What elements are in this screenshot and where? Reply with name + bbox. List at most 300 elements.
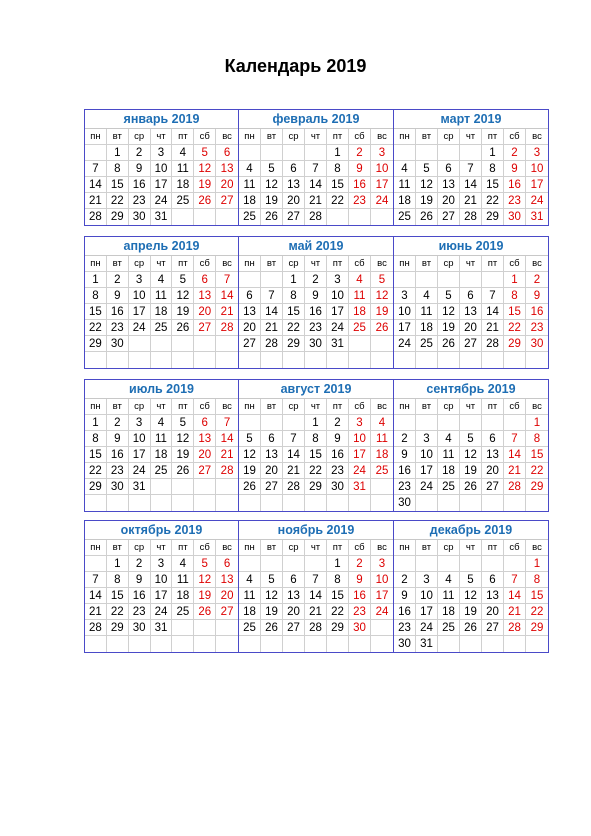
empty-cell: [107, 352, 129, 368]
empty-cell: [349, 336, 371, 352]
empty-cell: [327, 636, 349, 652]
day-cell: 25: [239, 620, 261, 636]
day-cell: 14: [261, 304, 283, 320]
day-cell: 1: [482, 145, 504, 161]
day-cell: 20: [283, 193, 305, 209]
day-cell: 31: [129, 479, 151, 495]
day-cell: 6: [283, 572, 305, 588]
empty-cell: [416, 352, 438, 368]
day-cell: 13: [482, 447, 504, 463]
weekday-header: вт: [261, 399, 283, 415]
day-cell: 19: [460, 604, 482, 620]
day-cell: 13: [482, 588, 504, 604]
day-cell: 22: [283, 320, 305, 336]
day-cell: 1: [283, 272, 305, 288]
weekday-header: пт: [327, 540, 349, 556]
day-cell: 6: [283, 161, 305, 177]
day-cell: 24: [416, 479, 438, 495]
day-cell: 16: [394, 604, 416, 620]
month-name: июнь 2019: [394, 237, 548, 256]
day-cell: 23: [107, 463, 129, 479]
day-cell: 7: [85, 572, 107, 588]
day-cell: 18: [416, 320, 438, 336]
month-name: март 2019: [394, 110, 548, 129]
day-cell: 24: [151, 193, 173, 209]
month-name: январь 2019: [85, 110, 238, 129]
day-cell: 10: [394, 304, 416, 320]
day-cell: 5: [460, 572, 482, 588]
day-cell: 30: [349, 620, 371, 636]
day-cell: 6: [261, 431, 283, 447]
empty-cell: [371, 620, 393, 636]
day-cell: 5: [239, 431, 261, 447]
weekday-header: сб: [504, 540, 526, 556]
weekday-header: вт: [416, 256, 438, 272]
day-cell: 10: [349, 431, 371, 447]
day-cell: 8: [526, 431, 548, 447]
empty-cell: [194, 620, 216, 636]
weekday-header: ср: [283, 256, 305, 272]
day-cell: 16: [504, 177, 526, 193]
day-cell: 23: [349, 193, 371, 209]
day-cell: 19: [172, 447, 194, 463]
day-cell: 27: [438, 209, 460, 225]
day-cell: 17: [151, 588, 173, 604]
day-cell: 5: [438, 288, 460, 304]
day-cell: 19: [194, 177, 216, 193]
day-cell: 23: [129, 604, 151, 620]
weekday-header: вт: [107, 256, 129, 272]
month-block: [84, 236, 239, 369]
weekday-header: чт: [305, 399, 327, 415]
day-cell: 21: [482, 320, 504, 336]
day-cell: 8: [327, 161, 349, 177]
day-cell: 19: [239, 463, 261, 479]
day-cell: 21: [216, 304, 238, 320]
month-name: август 2019: [239, 380, 393, 399]
day-cell: 4: [394, 161, 416, 177]
empty-cell: [172, 352, 194, 368]
month-block: [394, 109, 549, 226]
day-cell: 26: [239, 479, 261, 495]
empty-cell: [371, 636, 393, 652]
day-cell: 7: [216, 272, 238, 288]
day-cell: 20: [194, 304, 216, 320]
day-cell: 27: [283, 209, 305, 225]
empty-cell: [327, 352, 349, 368]
empty-cell: [482, 556, 504, 572]
day-cell: 13: [194, 431, 216, 447]
empty-cell: [172, 336, 194, 352]
empty-cell: [239, 352, 261, 368]
weekday-header: пт: [482, 129, 504, 145]
empty-cell: [526, 352, 548, 368]
weekday-header: вс: [371, 256, 393, 272]
weekday-header: вт: [107, 399, 129, 415]
empty-cell: [394, 145, 416, 161]
empty-cell: [394, 352, 416, 368]
weekday-header: вс: [526, 129, 548, 145]
day-cell: 25: [416, 336, 438, 352]
empty-cell: [526, 495, 548, 511]
day-cell: 10: [526, 161, 548, 177]
day-cell: 19: [261, 193, 283, 209]
weekday-header: чт: [151, 540, 173, 556]
day-cell: 24: [416, 620, 438, 636]
day-cell: 29: [85, 479, 107, 495]
day-cell: 29: [85, 336, 107, 352]
weekday-header: вс: [216, 129, 238, 145]
day-cell: 19: [416, 193, 438, 209]
empty-cell: [261, 145, 283, 161]
empty-cell: [283, 495, 305, 511]
day-cell: 4: [172, 556, 194, 572]
day-cell: 17: [394, 320, 416, 336]
empty-cell: [261, 636, 283, 652]
day-cell: 31: [151, 209, 173, 225]
day-cell: 18: [151, 304, 173, 320]
day-cell: 22: [85, 463, 107, 479]
day-cell: 29: [526, 479, 548, 495]
day-cell: 4: [172, 145, 194, 161]
day-cell: 8: [504, 288, 526, 304]
day-cell: 2: [129, 145, 151, 161]
day-cell: 4: [239, 572, 261, 588]
weekday-header: сб: [349, 540, 371, 556]
day-cell: 6: [460, 288, 482, 304]
day-cell: 7: [482, 288, 504, 304]
day-cell: 12: [460, 447, 482, 463]
day-cell: 2: [349, 145, 371, 161]
weekday-header: сб: [194, 399, 216, 415]
day-cell: 6: [482, 431, 504, 447]
empty-cell: [194, 495, 216, 511]
weekday-header: ср: [283, 540, 305, 556]
empty-cell: [305, 145, 327, 161]
day-cell: 28: [216, 463, 238, 479]
day-cell: 6: [216, 556, 238, 572]
day-cell: 18: [394, 193, 416, 209]
day-cell: 22: [107, 193, 129, 209]
weekday-header: чт: [460, 129, 482, 145]
empty-cell: [504, 352, 526, 368]
day-cell: 14: [216, 288, 238, 304]
day-cell: 15: [327, 588, 349, 604]
weekday-header: пн: [239, 399, 261, 415]
empty-cell: [394, 272, 416, 288]
empty-cell: [305, 636, 327, 652]
day-cell: 12: [239, 447, 261, 463]
day-cell: 3: [371, 145, 393, 161]
empty-cell: [416, 415, 438, 431]
day-cell: 1: [85, 415, 107, 431]
month-block: [394, 236, 549, 369]
day-cell: 27: [283, 620, 305, 636]
empty-cell: [394, 415, 416, 431]
empty-cell: [349, 636, 371, 652]
empty-cell: [460, 272, 482, 288]
day-cell: 28: [504, 620, 526, 636]
day-cell: 5: [371, 272, 393, 288]
empty-cell: [482, 495, 504, 511]
day-cell: 2: [107, 272, 129, 288]
day-cell: 30: [526, 336, 548, 352]
day-cell: 11: [394, 177, 416, 193]
weekday-header: пт: [172, 129, 194, 145]
day-cell: 15: [107, 588, 129, 604]
day-cell: 6: [194, 415, 216, 431]
page-title: Календарь 2019: [224, 56, 367, 76]
month-name: февраль 2019: [239, 110, 393, 129]
day-cell: 20: [438, 193, 460, 209]
weekday-header: вт: [261, 540, 283, 556]
day-cell: 23: [394, 620, 416, 636]
weekday-header: ср: [129, 540, 151, 556]
weekday-header: ср: [129, 399, 151, 415]
month-block: [239, 379, 394, 512]
day-cell: 6: [216, 145, 238, 161]
weekday-header: ср: [283, 399, 305, 415]
day-cell: 10: [151, 161, 173, 177]
day-cell: 7: [305, 161, 327, 177]
day-cell: 27: [261, 479, 283, 495]
weekday-header: вс: [216, 256, 238, 272]
empty-cell: [438, 145, 460, 161]
empty-cell: [172, 209, 194, 225]
day-cell: 28: [460, 209, 482, 225]
empty-cell: [216, 479, 238, 495]
empty-cell: [482, 636, 504, 652]
empty-cell: [482, 415, 504, 431]
day-cell: 30: [305, 336, 327, 352]
empty-cell: [394, 556, 416, 572]
day-cell: 21: [85, 193, 107, 209]
day-cell: 8: [305, 431, 327, 447]
day-cell: 18: [239, 604, 261, 620]
day-cell: 26: [460, 620, 482, 636]
weekday-header: вс: [526, 540, 548, 556]
day-cell: 4: [438, 572, 460, 588]
day-cell: 14: [283, 447, 305, 463]
weekday-header: вс: [526, 399, 548, 415]
day-cell: 28: [261, 336, 283, 352]
weekday-header: вт: [416, 540, 438, 556]
day-cell: 6: [438, 161, 460, 177]
month-block: [394, 379, 549, 512]
day-cell: 14: [482, 304, 504, 320]
day-cell: 27: [460, 336, 482, 352]
day-cell: 21: [504, 604, 526, 620]
day-cell: 3: [371, 556, 393, 572]
day-cell: 26: [371, 320, 393, 336]
weekday-header: ср: [438, 540, 460, 556]
day-cell: 7: [305, 572, 327, 588]
day-cell: 27: [216, 604, 238, 620]
weekday-header: ср: [283, 129, 305, 145]
day-cell: 1: [327, 556, 349, 572]
day-cell: 2: [394, 572, 416, 588]
day-cell: 3: [151, 145, 173, 161]
day-cell: 22: [305, 463, 327, 479]
day-cell: 5: [172, 272, 194, 288]
day-cell: 12: [460, 588, 482, 604]
empty-cell: [129, 495, 151, 511]
weekday-header: пн: [239, 540, 261, 556]
month-name: май 2019: [239, 237, 393, 256]
weekday-header: вс: [371, 540, 393, 556]
empty-cell: [504, 415, 526, 431]
empty-cell: [460, 556, 482, 572]
day-cell: 7: [460, 161, 482, 177]
empty-cell: [438, 415, 460, 431]
day-cell: 14: [305, 588, 327, 604]
empty-cell: [151, 495, 173, 511]
day-cell: 1: [305, 415, 327, 431]
day-cell: 24: [327, 320, 349, 336]
day-cell: 18: [172, 177, 194, 193]
empty-cell: [172, 620, 194, 636]
day-cell: 25: [151, 463, 173, 479]
day-cell: 1: [107, 556, 129, 572]
day-cell: 29: [107, 620, 129, 636]
day-cell: 26: [460, 479, 482, 495]
weekday-header: сб: [349, 256, 371, 272]
month-block: [394, 520, 549, 653]
day-cell: 8: [482, 161, 504, 177]
day-cell: 25: [438, 479, 460, 495]
day-cell: 16: [327, 447, 349, 463]
weekday-header: чт: [151, 399, 173, 415]
day-cell: 22: [107, 604, 129, 620]
day-cell: 10: [416, 588, 438, 604]
empty-cell: [349, 495, 371, 511]
empty-cell: [305, 495, 327, 511]
day-cell: 4: [151, 272, 173, 288]
empty-cell: [85, 145, 107, 161]
day-cell: 31: [349, 479, 371, 495]
day-cell: 25: [371, 463, 393, 479]
empty-cell: [283, 636, 305, 652]
empty-cell: [460, 145, 482, 161]
day-cell: 15: [526, 447, 548, 463]
empty-cell: [438, 636, 460, 652]
empty-cell: [482, 352, 504, 368]
day-cell: 23: [107, 320, 129, 336]
empty-cell: [371, 209, 393, 225]
month-name: сентябрь 2019: [394, 380, 548, 399]
empty-cell: [416, 556, 438, 572]
day-cell: 15: [283, 304, 305, 320]
day-cell: 19: [460, 463, 482, 479]
empty-cell: [239, 145, 261, 161]
day-cell: 11: [239, 177, 261, 193]
day-cell: 9: [107, 431, 129, 447]
weekday-header: сб: [349, 129, 371, 145]
day-cell: 20: [460, 320, 482, 336]
weekday-header: сб: [349, 399, 371, 415]
weekday-header: вс: [371, 129, 393, 145]
day-cell: 19: [194, 588, 216, 604]
empty-cell: [416, 145, 438, 161]
day-cell: 12: [416, 177, 438, 193]
day-cell: 8: [85, 431, 107, 447]
day-cell: 27: [216, 193, 238, 209]
weekday-header: пт: [482, 256, 504, 272]
day-cell: 13: [216, 161, 238, 177]
month-row: [84, 520, 549, 653]
day-cell: 5: [261, 161, 283, 177]
empty-cell: [107, 636, 129, 652]
day-cell: 11: [416, 304, 438, 320]
day-cell: 2: [349, 556, 371, 572]
weekday-header: вс: [526, 256, 548, 272]
empty-cell: [194, 209, 216, 225]
empty-cell: [371, 495, 393, 511]
day-cell: 25: [172, 193, 194, 209]
day-cell: 11: [239, 588, 261, 604]
day-cell: 22: [526, 604, 548, 620]
empty-cell: [194, 336, 216, 352]
empty-cell: [172, 636, 194, 652]
day-cell: 12: [261, 588, 283, 604]
day-cell: 3: [526, 145, 548, 161]
weekday-header: чт: [151, 129, 173, 145]
day-cell: 13: [216, 572, 238, 588]
day-cell: 30: [129, 620, 151, 636]
day-cell: 21: [216, 447, 238, 463]
day-cell: 12: [172, 288, 194, 304]
day-cell: 5: [261, 572, 283, 588]
empty-cell: [460, 636, 482, 652]
weekday-header: пн: [394, 129, 416, 145]
weekday-header: пн: [394, 399, 416, 415]
day-cell: 13: [460, 304, 482, 320]
empty-cell: [172, 479, 194, 495]
weekday-header: чт: [305, 256, 327, 272]
day-cell: 17: [526, 177, 548, 193]
day-cell: 20: [482, 604, 504, 620]
day-cell: 18: [239, 193, 261, 209]
day-cell: 6: [482, 572, 504, 588]
day-cell: 21: [504, 463, 526, 479]
day-cell: 7: [504, 572, 526, 588]
weekday-header: пт: [172, 540, 194, 556]
day-cell: 30: [107, 336, 129, 352]
empty-cell: [416, 272, 438, 288]
day-cell: 17: [371, 177, 393, 193]
day-cell: 19: [371, 304, 393, 320]
day-cell: 17: [416, 604, 438, 620]
month-block: [239, 109, 394, 226]
day-cell: 31: [416, 636, 438, 652]
empty-cell: [239, 636, 261, 652]
empty-cell: [216, 336, 238, 352]
day-cell: 8: [85, 288, 107, 304]
weekday-header: сб: [504, 129, 526, 145]
day-cell: 1: [526, 415, 548, 431]
day-cell: 5: [194, 145, 216, 161]
weekday-header: пн: [85, 129, 107, 145]
day-cell: 5: [460, 431, 482, 447]
weekday-header: пт: [482, 540, 504, 556]
empty-cell: [371, 336, 393, 352]
day-cell: 15: [482, 177, 504, 193]
weekday-header: сб: [194, 540, 216, 556]
empty-cell: [305, 556, 327, 572]
weekday-header: вт: [416, 399, 438, 415]
day-cell: 18: [172, 588, 194, 604]
empty-cell: [416, 495, 438, 511]
